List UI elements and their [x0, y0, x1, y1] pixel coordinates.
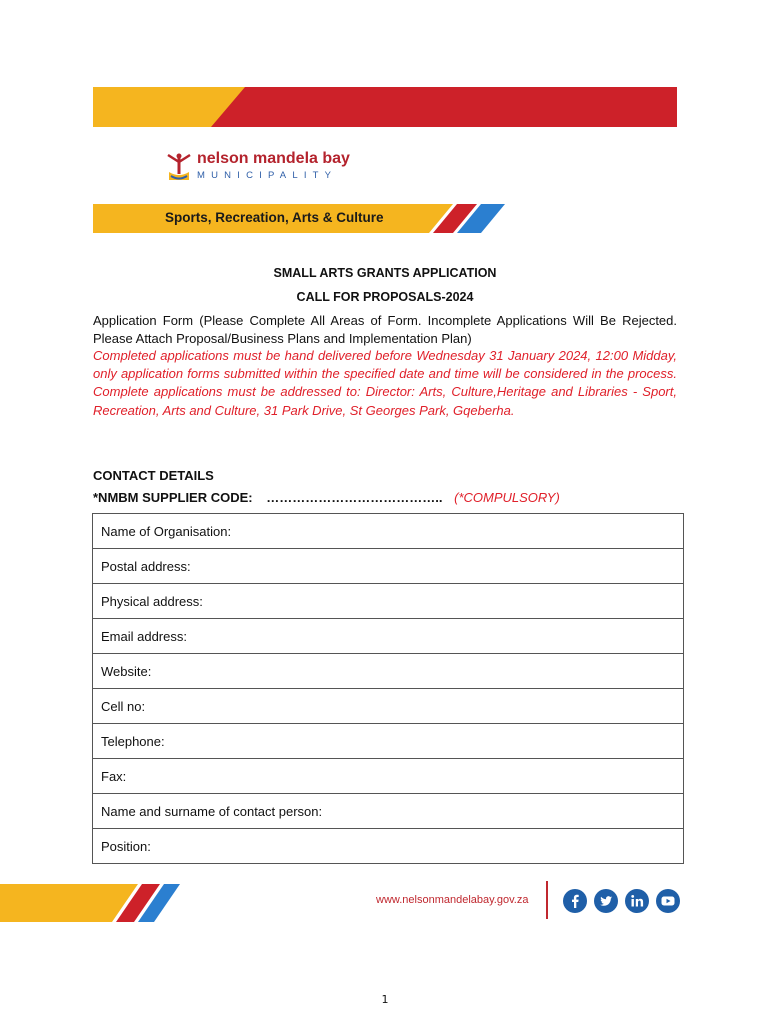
table-row	[93, 794, 684, 829]
youtube-icon[interactable]	[656, 889, 680, 913]
postal-address-field[interactable]: Postal address:	[93, 549, 684, 584]
top-color-banner	[93, 87, 677, 127]
contact-person-field[interactable]: Name and surname of contact person:	[93, 794, 684, 829]
table-row	[93, 724, 684, 759]
website-field[interactable]: Website:	[93, 654, 684, 689]
logo-title: nelson mandela bay	[197, 150, 350, 167]
table-row	[93, 549, 684, 584]
cell-no-field[interactable]: Cell no:	[93, 689, 684, 724]
table-row	[93, 619, 684, 654]
table-row	[93, 689, 684, 724]
contact-details-table	[92, 513, 684, 864]
position-field[interactable]: Position:	[93, 829, 684, 864]
twitter-icon[interactable]	[594, 889, 618, 913]
submission-notice: Completed applications must be hand delivered before Wednesday 31 January 2024, 12:00 Midday, only application forms submitted within the specified date and time will be considered in the process. Complete applications must be addressed to: Director: Arts, Culture,Heritage and Libraries - Sport, Recreation, Arts and Culture, 31 Park Drive, St Georges Park, Gqeberha.	[93, 348, 677, 418]
document-subtitle: CALL FOR PROPOSALS-2024	[296, 290, 474, 304]
footer-divider	[546, 881, 548, 919]
telephone-field[interactable]: Telephone:	[93, 724, 684, 759]
supplier-code-field[interactable]: …………………………………..	[266, 490, 443, 505]
document-title: SMALL ARTS GRANTS APPLICATION	[273, 266, 497, 280]
website-link[interactable]: www.nelsonmandelabay.gov.za	[376, 894, 529, 906]
compulsory-note: (*COMPULSORY)	[454, 490, 560, 505]
email-address-field[interactable]: Email address:	[93, 619, 684, 654]
page-number: 1	[381, 993, 389, 1006]
contact-details-heading: CONTACT DETAILS	[93, 468, 214, 483]
table-row	[93, 584, 684, 619]
physical-address-field[interactable]: Physical address:	[93, 584, 684, 619]
organisation-name-field[interactable]: Name of Organisation:	[93, 514, 684, 549]
linkedin-icon[interactable]	[625, 889, 649, 913]
fax-field[interactable]: Fax:	[93, 759, 684, 794]
table-row	[93, 829, 684, 864]
table-row	[93, 514, 684, 549]
table-row	[93, 654, 684, 689]
footer-color-banner	[0, 884, 180, 922]
facebook-icon[interactable]	[563, 889, 587, 913]
intro-paragraph: Application Form (Please Complete All Areas of Form. Incomplete Applications Will Be Rejected. Please Attach Proposal/Business Plans and Implementation Plan)	[93, 313, 677, 346]
department-name: Sports, Recreation, Arts & Culture	[165, 210, 384, 225]
supplier-code-row	[93, 490, 560, 505]
supplier-code-label: *NMBM SUPPLIER CODE:	[93, 490, 253, 505]
logo-subtitle: MUNICIPALITY	[197, 170, 338, 181]
table-row	[93, 759, 684, 794]
